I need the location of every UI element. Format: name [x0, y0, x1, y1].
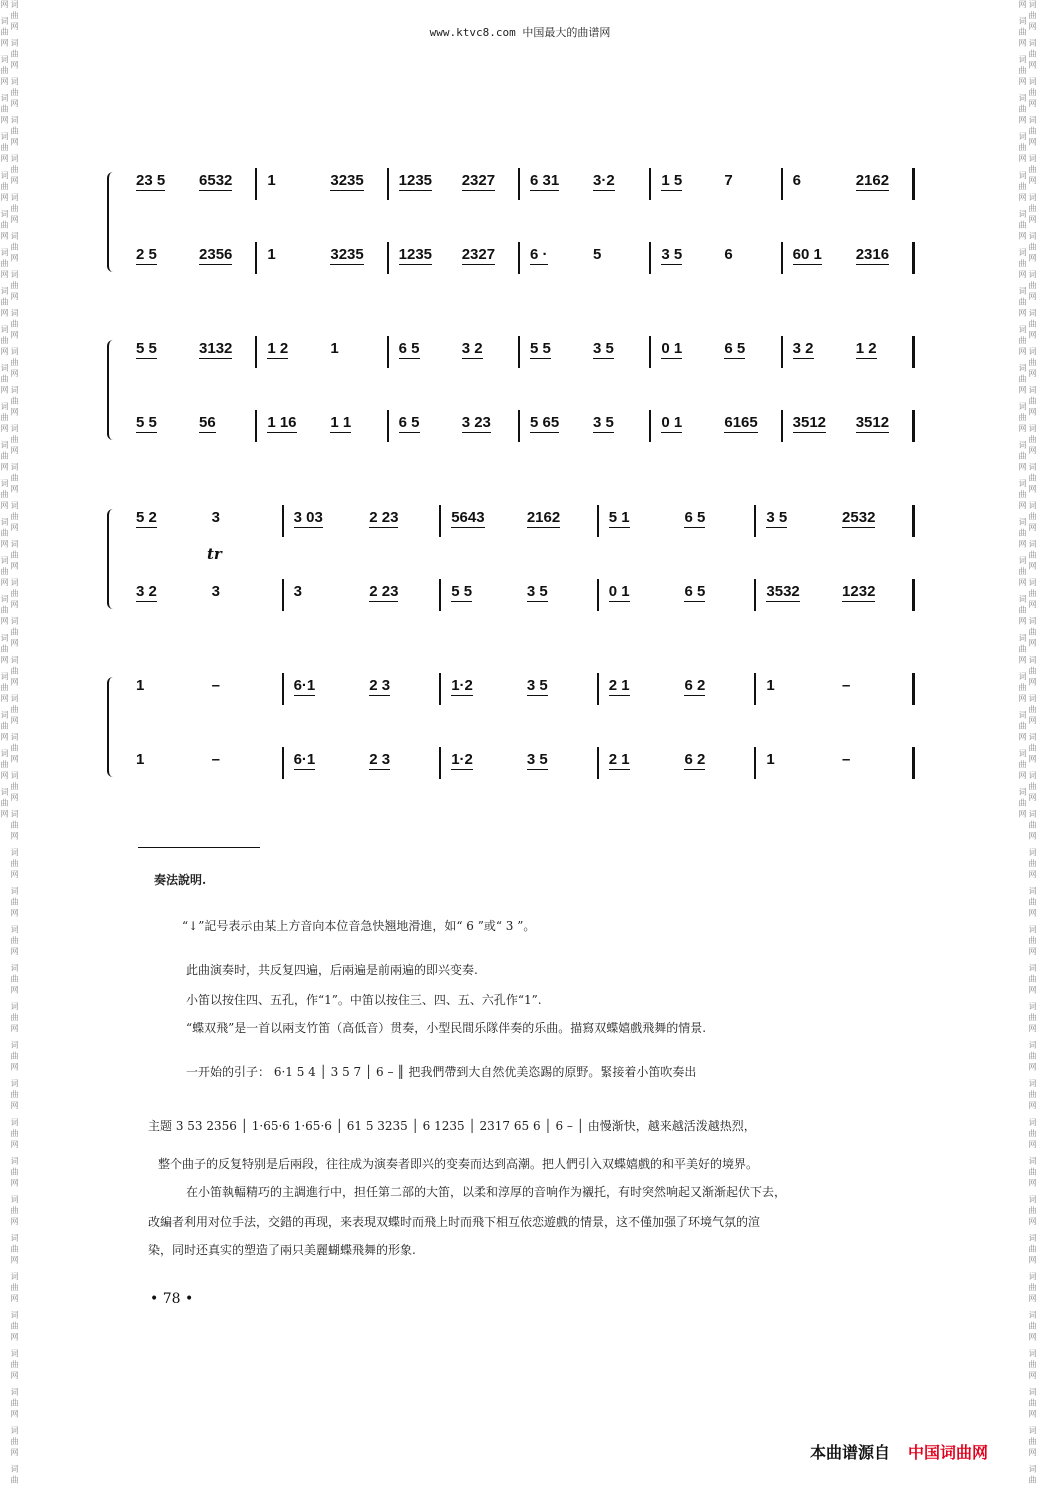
note-group: [212, 509, 220, 526]
note-text: 2327: [461, 246, 496, 263]
note-group: [793, 414, 826, 431]
note-group: [766, 677, 774, 694]
note-text: 6532: [199, 172, 233, 189]
source-label: 本曲谱源自: [810, 1443, 891, 1462]
barline: [282, 579, 284, 611]
note-group: [136, 414, 157, 431]
watermark-right: 词曲网 词曲网 词曲网 词曲网 词曲网 词曲网 词曲网 词曲网 词曲网 词曲网 词曲网 词曲网 词曲网 词曲网 词曲网 词曲网 词曲网 词曲网 词曲网 词曲网 词曲网 词曲网 词曲网 词曲网 词曲网 词曲网 词曲网 词曲网 词曲网 词曲网 词曲网 词曲网 词曲网 词曲网 词曲网 词曲网 词曲网 词曲网 词曲网 词曲网 词曲网 词曲网 词曲网 词曲网 词曲网 词曲网 词曲网 词曲网 词曲网 词曲网 词曲网 词曲网 词曲网 词曲网 词曲网 词曲网 词曲网 词曲网 词曲网 词曲网: [1018, 0, 1037, 1487]
note-text: 6 5: [684, 509, 706, 526]
note-text: 3 5: [526, 583, 548, 600]
note-group: [199, 414, 216, 431]
note-group: [661, 414, 682, 431]
final-barline: [912, 410, 915, 442]
note-group: [267, 414, 296, 431]
final-barline: [912, 747, 915, 779]
barline: [597, 673, 599, 705]
barline: [649, 336, 651, 368]
note-text: 2 23: [369, 583, 399, 600]
barline: [781, 410, 783, 442]
note-text: –: [211, 751, 220, 768]
note-group: [294, 751, 316, 768]
note-group: [793, 340, 814, 357]
note-group: [451, 583, 472, 600]
final-barline: [912, 242, 915, 274]
barline: [387, 410, 389, 442]
note-group: [724, 246, 732, 263]
note-group: [724, 414, 757, 431]
note-group: [766, 583, 799, 600]
final-barline: [912, 579, 915, 611]
barline: [597, 505, 599, 537]
note-group: [199, 340, 232, 357]
note-group: [369, 751, 390, 768]
note-text: 1·2: [451, 677, 473, 694]
note-text: 1 16: [267, 414, 297, 431]
note-group: [593, 172, 615, 189]
notes-heading: 奏法說明.: [154, 873, 207, 887]
note-text: 1 1: [330, 414, 352, 431]
barline: [439, 673, 441, 705]
barline: [781, 168, 783, 200]
source-site: 中国词曲网: [908, 1443, 989, 1462]
upper-staff: [112, 168, 927, 198]
barline: [518, 410, 520, 442]
barline: [255, 242, 257, 274]
note-group: [842, 677, 850, 694]
notes-line: 染，同时还真实的塑造了兩只美麗蝴蝶飛舞的形象.: [148, 1243, 416, 1257]
barline: [439, 505, 441, 537]
barline: [282, 673, 284, 705]
note-group: [593, 414, 614, 431]
note-text: 3 5: [526, 751, 548, 768]
note-text: 1: [136, 751, 145, 768]
note-group: [724, 340, 745, 357]
note-text: 3132: [199, 340, 233, 357]
page-number: • 78 •: [150, 1291, 194, 1307]
notes-line: 主题 3 53 2356 │ 1·65·6 1·65·6 │ 61 5 3235 │ 6 1235 │ 2317 65 6 │ 6 – │ 由慢渐快，越来越活泼越热烈，: [148, 1119, 756, 1133]
note-group: [462, 172, 495, 189]
note-text: 23 5: [136, 172, 166, 189]
note-text: 6 5: [724, 340, 746, 357]
note-group: [136, 677, 144, 694]
note-text: 1: [766, 751, 775, 768]
note-text: 7: [724, 172, 733, 189]
barline: [255, 410, 257, 442]
note-text: 5 5: [530, 340, 551, 357]
note-text: 56: [199, 414, 216, 431]
note-group: [593, 246, 601, 263]
note-group: [212, 583, 220, 600]
note-text: 1: [330, 340, 339, 357]
trill-mark: tr: [207, 545, 222, 563]
note-group: [462, 246, 495, 263]
notes-line: 小笛以按住四、五孔，作“1”。中笛以按住三、四、五、六孔作“1”.: [186, 993, 542, 1007]
note-text: 3 5: [593, 340, 614, 357]
note-group: [766, 751, 774, 768]
note-text: 2356: [199, 246, 233, 263]
note-group: [330, 172, 363, 189]
note-group: [462, 414, 491, 431]
note-group: [661, 172, 682, 189]
note-text: 2162: [855, 172, 890, 189]
note-text: 1 5: [661, 172, 683, 189]
note-group: [136, 583, 157, 600]
barline: [754, 505, 756, 537]
notes-line: 整个曲子的反复特别是后兩段，往往成为演奏者即兴的变奏而达到高潮。把人們引入双蝶嬉戲的和平美好的境界。: [158, 1157, 759, 1171]
barline: [518, 336, 520, 368]
barline: [649, 242, 651, 274]
note-text: 3 03: [293, 509, 323, 526]
note-text: 6165: [724, 414, 758, 431]
note-text: 3 5: [593, 414, 614, 431]
note-text: 1: [136, 677, 145, 694]
note-text: 2327: [461, 172, 496, 189]
note-group: [462, 340, 483, 357]
note-text: 5 5: [136, 340, 157, 357]
note-text: 1 2: [267, 340, 289, 357]
note-group: [609, 583, 630, 600]
barline: [781, 242, 783, 274]
note-text: 1: [267, 246, 276, 263]
note-text: 3: [293, 583, 302, 600]
note-group: [593, 340, 614, 357]
barline: [754, 579, 756, 611]
barline: [754, 747, 756, 779]
note-text: 6 5: [398, 414, 420, 431]
note-group: [684, 751, 705, 768]
note-text: 0 1: [661, 340, 683, 357]
notes-line: 改編者利用对位手法，交錯的再现，来表現双蝶时而飛上时而飛下相互依恋遊戲的情景，这不僅加强了环境气氛的渲: [148, 1215, 761, 1229]
upper-staff: [112, 673, 927, 703]
barline: [597, 747, 599, 779]
lower-staff: [112, 242, 927, 272]
note-text: 6 31: [530, 172, 560, 189]
note-group: [724, 172, 732, 189]
barline: [255, 336, 257, 368]
note-text: 0 1: [608, 583, 630, 600]
barline: [754, 673, 756, 705]
notes-line: “↓”記号表示由某上方音向本位音急快翘地滑進，如“ 6 ”或“ 3 ”。: [182, 919, 536, 933]
note-group: [136, 751, 144, 768]
barline: [387, 168, 389, 200]
note-group: [530, 414, 559, 431]
note-text: 6·1: [293, 677, 316, 694]
note-group: [136, 509, 157, 526]
note-text: 1: [267, 172, 276, 189]
notes-line: 此曲演奏时，共反复四遍，后兩遍是前兩遍的即兴变奏.: [186, 963, 478, 977]
note-text: 2 3: [369, 677, 391, 694]
note-group: [399, 340, 420, 357]
note-group: [369, 509, 398, 526]
note-text: 6: [724, 246, 733, 263]
note-group: [684, 583, 705, 600]
upper-staff: [112, 336, 927, 366]
note-group: [294, 583, 302, 600]
note-text: –: [842, 677, 851, 694]
note-text: 5: [593, 246, 602, 263]
note-text: 1: [766, 677, 775, 694]
note-text: 6 5: [684, 583, 706, 600]
note-group: [609, 751, 630, 768]
note-group: [399, 414, 420, 431]
note-group: [212, 677, 220, 694]
note-group: [856, 172, 889, 189]
note-text: 3235: [330, 172, 364, 189]
note-group: [842, 583, 875, 600]
note-text: 3512: [792, 414, 827, 431]
note-text: 60 1: [792, 246, 822, 263]
note-group: [399, 172, 432, 189]
note-text: 5 5: [451, 583, 473, 600]
barline: [518, 168, 520, 200]
note-text: 5 2: [136, 509, 157, 526]
note-group: [267, 172, 275, 189]
note-text: 5 5: [136, 414, 157, 431]
note-text: 3 2: [461, 340, 483, 357]
note-text: 3·2: [593, 172, 615, 189]
note-group: [766, 509, 787, 526]
note-group: [330, 246, 363, 263]
note-text: 6 2: [684, 751, 706, 768]
note-group: [199, 246, 232, 263]
note-text: 6 5: [398, 340, 420, 357]
barline: [387, 242, 389, 274]
note-text: 0 1: [661, 414, 683, 431]
barline: [597, 579, 599, 611]
note-group: [294, 677, 316, 694]
note-group: [527, 751, 548, 768]
note-text: 1235: [398, 172, 433, 189]
barline: [282, 747, 284, 779]
note-text: 2 1: [608, 751, 630, 768]
note-text: 6·1: [293, 751, 316, 768]
note-text: 2 3: [369, 751, 391, 768]
note-group: [527, 583, 548, 600]
note-text: 6 ·: [530, 246, 548, 263]
barline: [781, 336, 783, 368]
note-text: 3: [211, 583, 220, 600]
barline: [282, 505, 284, 537]
note-group: [856, 246, 889, 263]
note-text: 3 5: [661, 246, 683, 263]
barline: [439, 579, 441, 611]
note-group: [661, 340, 682, 357]
section-divider: [138, 847, 260, 848]
barline: [255, 168, 257, 200]
barline: [649, 168, 651, 200]
note-group: [330, 340, 338, 357]
note-group: [267, 340, 288, 357]
notes-line: 一开始的引子： 6·1 5 4 │ 3 5 7 │ 6 – ║ 把我們帶到大自然优美恣踢的原野。緊接着小笛吹奏出: [186, 1065, 697, 1079]
barline: [387, 336, 389, 368]
note-group: [793, 246, 822, 263]
note-group: [294, 509, 323, 526]
note-group: [530, 172, 559, 189]
barline: [439, 747, 441, 779]
page-header: www.ktvc8.com 中国最大的曲谱网: [429, 26, 611, 39]
note-group: [530, 246, 548, 263]
note-group: [793, 172, 801, 189]
note-text: 3512: [855, 414, 890, 431]
note-text: –: [211, 677, 220, 694]
note-group: [684, 677, 705, 694]
lower-staff: [112, 410, 927, 440]
note-text: 3 23: [461, 414, 491, 431]
note-text: 5 1: [608, 509, 630, 526]
note-text: 1232: [842, 583, 876, 600]
notes-line: “蝶双飛”是一首以兩支竹笛（高低音）贯奏，小型民間乐隊伴奏的乐曲。描寫双蝶嬉戲飛舞的情景.: [186, 1021, 707, 1035]
watermark-left: 词曲网 词曲网 词曲网 词曲网 词曲网 词曲网 词曲网 词曲网 词曲网 词曲网 词曲网 词曲网 词曲网 词曲网 词曲网 词曲网 词曲网 词曲网 词曲网 词曲网 词曲网 词曲网 词曲网 词曲网 词曲网 词曲网 词曲网 词曲网 词曲网 词曲网 词曲网 词曲网 词曲网 词曲网 词曲网 词曲网 词曲网 词曲网 词曲网 词曲网 词曲网 词曲网 词曲网 词曲网 词曲网 词曲网 词曲网 词曲网 词曲网 词曲网 词曲网 词曲网 词曲网 词曲网 词曲网 词曲网 词曲网 词曲网 词曲网 词曲网: [0, 0, 19, 1487]
final-barline: [912, 336, 915, 368]
note-group: [609, 677, 630, 694]
note-group: [451, 677, 473, 694]
note-text: 2 5: [136, 246, 157, 263]
final-barline: [912, 168, 915, 200]
note-group: [842, 751, 850, 768]
note-group: [136, 172, 165, 189]
note-text: 5 65: [530, 414, 560, 431]
note-text: 3 2: [792, 340, 814, 357]
final-barline: [912, 673, 915, 705]
note-group: [136, 340, 157, 357]
lower-staff: [112, 747, 927, 777]
note-text: 5643: [451, 509, 485, 526]
note-group: [330, 414, 351, 431]
note-text: 1 2: [855, 340, 877, 357]
note-group: [451, 509, 484, 526]
lower-staff: [112, 579, 927, 609]
note-text: 3 5: [766, 509, 788, 526]
note-text: 6 2: [684, 677, 706, 694]
note-group: [842, 509, 875, 526]
note-text: 3532: [766, 583, 800, 600]
notes-line: 在小笛執輻精巧的主調進行中，担任第二部的大笛，以柔和淳厚的音响作为襯托，有时突然响起又渐渐起伏下去，: [186, 1185, 787, 1199]
note-group: [399, 246, 432, 263]
note-text: 2 23: [369, 509, 399, 526]
note-group: [856, 414, 889, 431]
note-text: 2316: [855, 246, 890, 263]
note-group: [369, 677, 390, 694]
note-text: 3 2: [136, 583, 157, 600]
note-group: [527, 509, 560, 526]
note-text: 2162: [526, 509, 561, 526]
note-group: [661, 246, 682, 263]
final-barline: [912, 505, 915, 537]
note-text: 2 1: [608, 677, 630, 694]
barline: [649, 410, 651, 442]
note-group: [212, 751, 220, 768]
note-group: [267, 246, 275, 263]
note-text: 3: [211, 509, 220, 526]
note-group: [451, 751, 473, 768]
upper-staff: [112, 505, 927, 535]
note-text: 2532: [842, 509, 876, 526]
note-group: [199, 172, 232, 189]
source-footer: [810, 1440, 988, 1463]
note-group: [136, 246, 157, 263]
note-group: [856, 340, 877, 357]
barline: [518, 242, 520, 274]
note-text: 3 5: [526, 677, 548, 694]
note-group: [609, 509, 630, 526]
note-group: [369, 583, 398, 600]
note-text: 1235: [398, 246, 433, 263]
note-group: [684, 509, 705, 526]
note-group: [527, 677, 548, 694]
note-text: –: [842, 751, 851, 768]
note-text: 6: [792, 172, 801, 189]
note-text: 3235: [330, 246, 364, 263]
note-text: 1·2: [451, 751, 473, 768]
note-group: [530, 340, 551, 357]
